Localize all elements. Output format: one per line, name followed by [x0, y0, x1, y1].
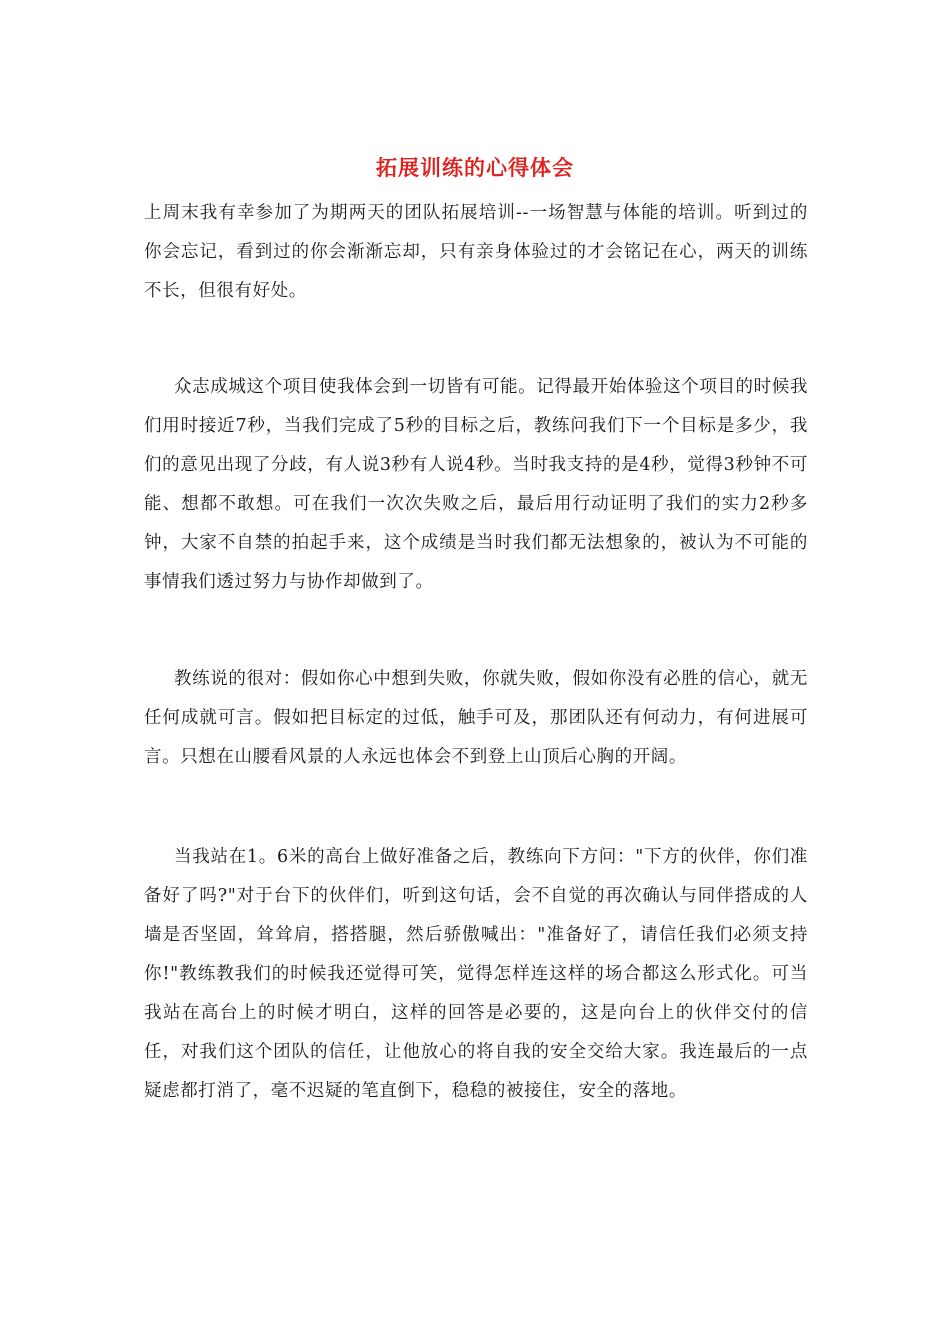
document-title: 拓展训练的心得体会	[376, 155, 574, 180]
paragraph-coach-advice: 教练说的很对：假如你心中想到失败，你就失败，假如你没有必胜的信心，就无任何成就可言。假如把目标定的过低，触手可及，那团队还有何动力，有何进展可言。只想在山腰看风景的人永远也体会不到登上山顶后心胸的开阔。	[144, 669, 808, 767]
paragraph-trust-fall: 当我站在1。6米的高台上做好准备之后，教练向下方问："下方的伙伴，你们准备好了吗?"对于台下的伙伴们，听到这句话，会不自觉的再次确认与同伴搭成的人墙是否坚固，耸耸肩，搭搭腿，然后骄傲喊出："准备好了，请信任我们必须支持你!"教练教我们的时候我还觉得可笑，觉得怎样连这样的场合都这么形式化。可当我站在高台上的时候才明白，这样的回答是必要的，这是向台上的伙伴交付的信任，对我们这个团队的信任，让他放心的将自我的安全交给大家。我连最后的一点疑虑都打消了，毫不迟疑的笔直倒下，稳稳的被接住，安全的落地。	[144, 847, 808, 1101]
paragraph-intro: 上周末我有幸参加了为期两天的团队拓展培训--一场智慧与体能的培训。听到过的你会忘记，看到过的你会渐渐忘却，只有亲身体验过的才会铭记在心，两天的训练不长，但很有好处。	[144, 203, 808, 301]
paragraph-teamwork: 众志成城这个项目使我体会到一切皆有可能。记得最开始体验这个项目的时候我们用时接近7秒，当我们完成了5秒的目标之后，教练问我们下一个目标是多少，我们的意见出现了分歧，有人说3秒有人说4秒。当时我支持的是4秒，觉得3秒钟不可能、想都不敢想。可在我们一次次失败之后，最后用行动证明了我们的实力2秒多钟，大家不自禁的拍起手来，这个成绩是当时我们都无法想象的，被认为不可能的事情我们透过努力与协作却做到了。	[144, 377, 808, 592]
